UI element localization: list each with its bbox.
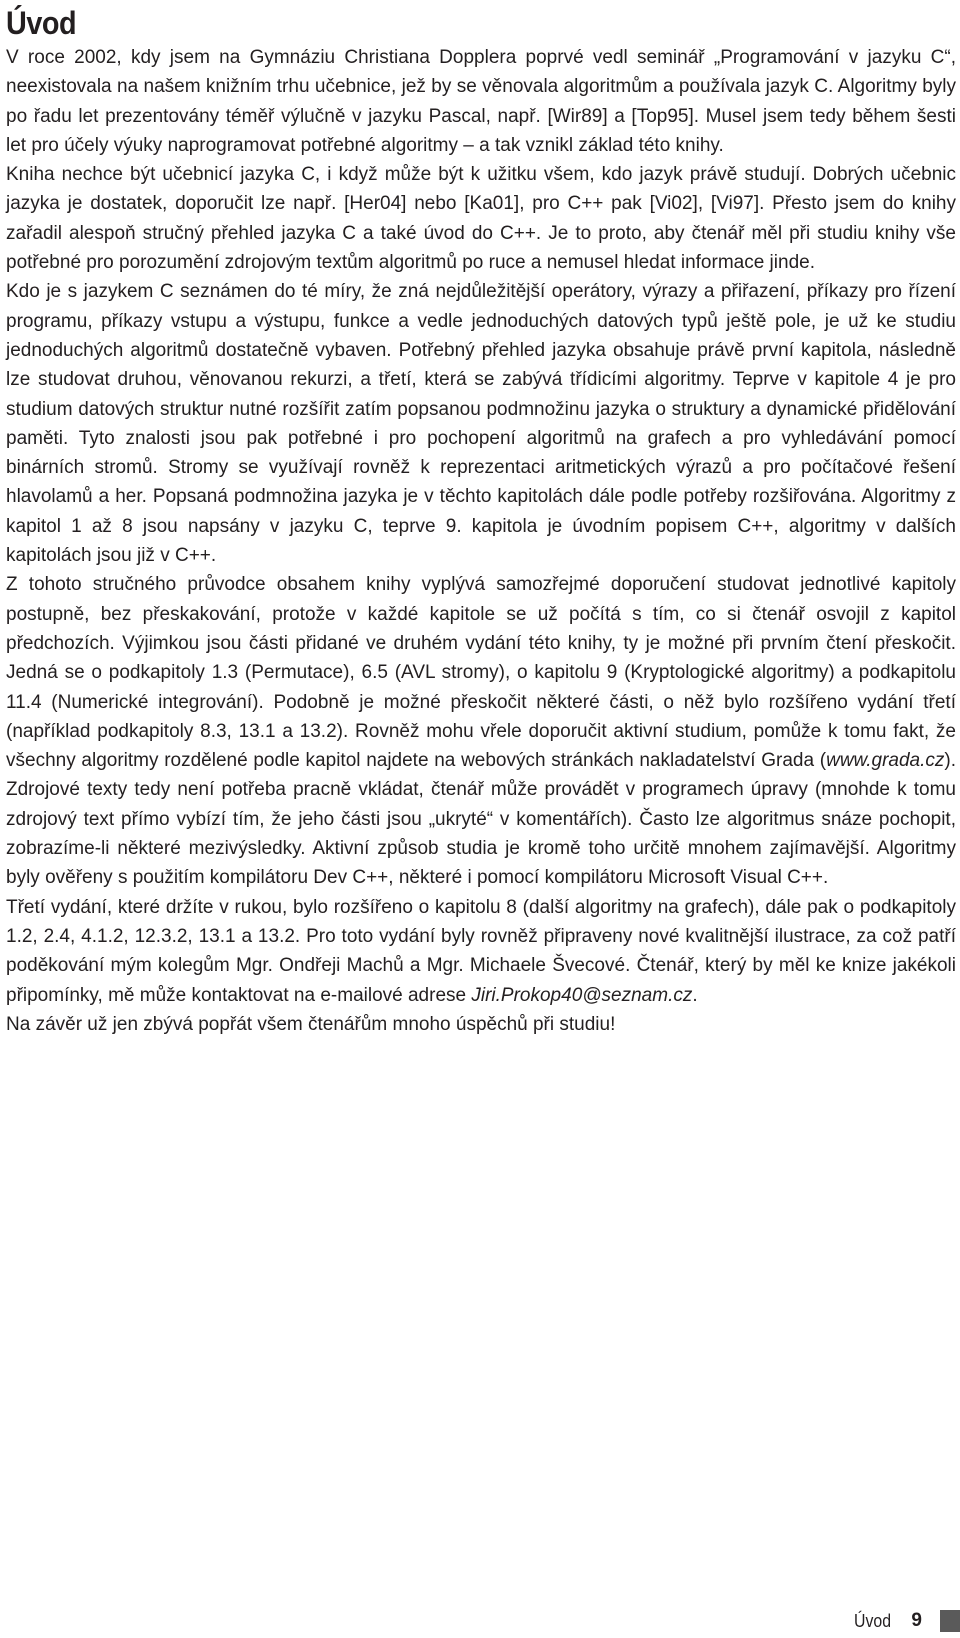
chapter-body — [6, 43, 956, 1039]
page-number: 9 — [911, 1610, 922, 1631]
paragraph — [6, 43, 956, 160]
running-title: Úvod — [854, 1610, 892, 1631]
paragraph — [6, 277, 956, 570]
paragraph — [6, 570, 956, 892]
paragraph-text: ). Zdrojové texty tedy není potřeba pracně vkládat, čtenář může provádět v programech úpravy (mnohde k tomu zdrojový text přímo vybízí tím, že jeho části jsou „ukryté“ v komentářích). Často lze algoritmus snáze pochopit, zobrazíme-li některé mezivýsledky. Aktivní způsob studia je kromě toho určitě mnohem zajímavější. Algoritmy byly ověřeny s použitím kompilátoru Dev C++, některé i pomocí kompilátoru Microsoft Visual C++. — [6, 750, 956, 889]
chapter-title: Úvod — [6, 5, 77, 41]
page-marker-block — [940, 1610, 960, 1632]
paragraph-text: . — [692, 984, 698, 1006]
paragraph-text: Z tohoto stručného průvodce obsahem knihy vyplývá samozřejmé doporučení studovat jednotlivé kapitoly postupně, bez přeskakování, protože v každé kapitole se už počítá s tím, co si čtenář osvojil z kapitol předchozích. Výjimkou jsou části přidané ve druhém vydání této knihy, ty je možné při prvním čtení přeskočit. Jedná se o podkapitoly 1.3 (Permutace), 6.5 (AVL stromy), o kapitolu 9 (Kryptologické algoritmy) a podkapitolu 11.4 (Numerické integrování). Podobně je možné přeskočit některé části, o něž bylo rozšířeno vydání třetí (například podkapitoly 8.3, 13.1 a 13.2). Rovněž mohu vřele doporučit aktivní studium, pomůže k tomu fakt, že všechny algoritmy rozdělené podle kapitol najdete na webových stránkách nakladatelství Grada ( — [6, 574, 956, 772]
paragraph — [6, 893, 956, 1010]
website-link[interactable]: www.grada.cz — [826, 750, 945, 772]
paragraph-text: Kniha nechce být učebnicí jazyka C, i když může být k užitku všem, kdo jazyk právě studují. Dobrých učebnic jazyka je dostatek, doporučit lze např. [Her04] nebo [Ka01], pro C++ pak [Vi02], [Vi97]. Přesto jsem do knihy zařadil alespoň stručný přehled jazyka C a také úvod do C++. Je to proto, aby čtenář měl při studiu knihy vše potřebné pro porozumění zdrojovým textům algoritmů po ruce a nemusel hledat informace jinde. — [6, 164, 956, 274]
paragraph-text: Na závěr už jen zbývá popřát všem čtenářům mnoho úspěchů při studiu! — [6, 1013, 616, 1035]
paragraph-text: Kdo je s jazykem C seznámen do té míry, že zná nejdůležitější operátory, výrazy a přiřazení, příkazy pro řízení programu, příkazy vstupu a výstupu, funkce a vedle jednoduchých datových typů ještě pole, je už ke studiu jednoduchých algoritmů dostatečně vybaven. Potřebný přehled jazyka obsahuje právě první kapitola, následně lze studovat druhou, věnovanou rekurzi, a třetí, která se zabývá třídicími algoritmy. Teprve v kapitole 4 je pro studium datových struktur nutné rozšířit zatím popsanou podmnožinu jazyka o struktury a dynamické přidělování paměti. Tyto znalosti jsou pak potřebné i pro pochopení algoritmů na grafech a pro vyhledávání pomocí binárních stromů. Stromy se využívají rovněž k reprezentaci aritmetických výrazů a pro počítačové řešení hlavolamů a her. Popsaná podmnožina jazyka je v těchto kapitolách dále podle potřeby rozšiřována. Algoritmy z kapitol 1 až 8 jsou napsány v jazyku C, teprve 9. kapitola je úvodním popisem C++, algoritmy v dalších kapitolách jsou již v C++. — [6, 281, 956, 567]
email-link[interactable]: Jiri.Prokop40@seznam.cz — [471, 984, 693, 1006]
page-footer — [849, 1607, 960, 1635]
document-page — [6, 0, 956, 1039]
paragraph — [6, 1010, 956, 1039]
paragraph — [6, 160, 956, 277]
paragraph-text: V roce 2002, kdy jsem na Gymnáziu Christiana Dopplera poprvé vedl seminář „Programování v jazyku C“, neexistovala na našem knižním trhu učebnice, jež by se věnovala algoritmům a používala jazyk C. Algoritmy byly po řadu let prezentovány téměř výlučně v jazyku Pascal, např. [Wir89] a [Top95]. Musel jsem tedy během šesti let pro účely výuky naprogramovat potřebné algoritmy – a tak vznikl základ této knihy. — [6, 47, 956, 156]
paragraph-text: Třetí vydání, které držíte v rukou, bylo rozšířeno o kapitolu 8 (další algoritmy na grafech), dále pak o podkapitoly 1.2, 2.4, 4.1.2, 12.3.2, 13.1 a 13.2. Pro toto vydání byly rovněž připraveny nové kvalitnější ilustrace, za což patří poděkování mým kolegům Mgr. Ondřeji Machů a Mgr. Michaele Švecové. Čtenář, který by měl ke knize jakékoli připomínky, mě může kontaktovat na e-mailové adrese — [6, 896, 956, 1006]
